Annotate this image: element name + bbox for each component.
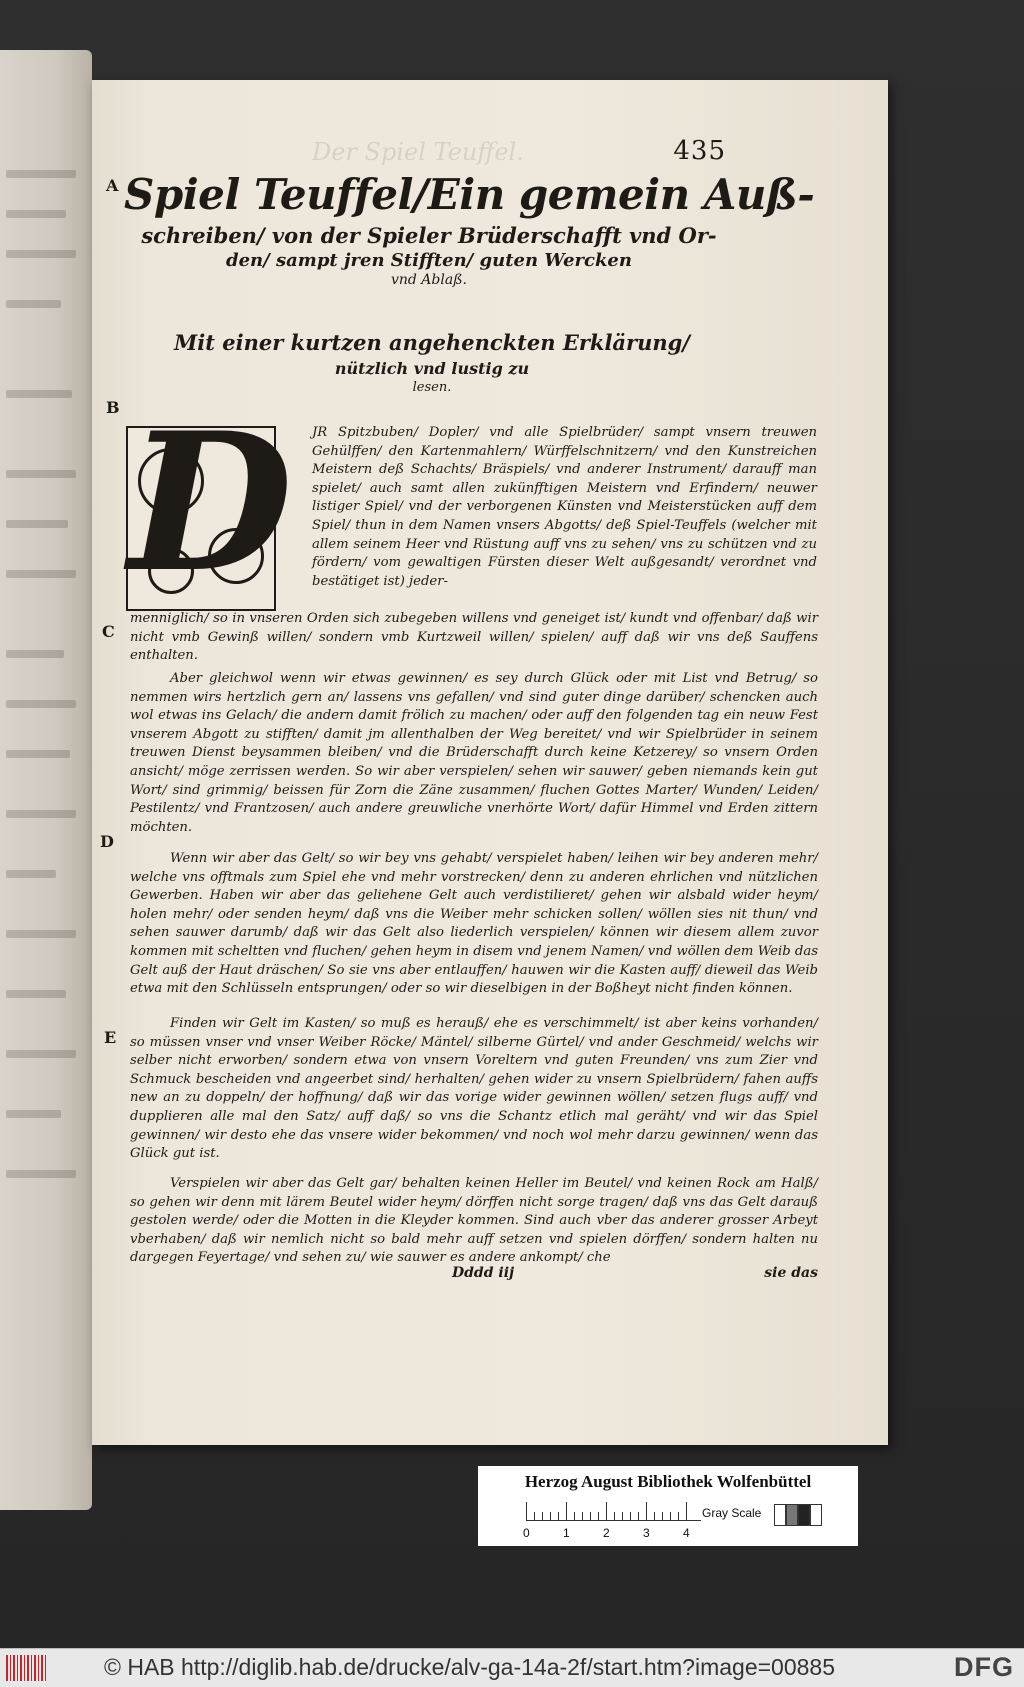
- title-line-1: Spiel Teuffel/Ein gemein Auß-: [124, 170, 815, 219]
- scale-number-1: 1: [563, 1526, 570, 1540]
- dfg-logo: DFG: [954, 1652, 1014, 1682]
- subtitle-line-2: nützlich vnd lustig zu: [334, 359, 530, 379]
- paragraph-3: Wenn wir aber das Gelt/ so wir bey vns gehabt/ verspielet haben/ leihen wir bey anderen mehr/ welche vns offtmals zum Spiel ehe vnd mehr vorstrecken/ denn zu anderen ehrlichen vnd nützlichen Gewerben. Haben wir aber das geliehene Gelt auch verdistilieret/ gehen wir alsbald wider heym/ holen mehr/ oder senden heym/ daß vns die Weiber mehr schicken sollen/ wöllen sies nit thun/ vnd sehen sauwer darumb/ daß wir das Gelt also liederlich verspielen/ können wir diesem allem zuvor kommen mit scheltten vnd fluchen/ gehen heym in disem vnd jenem Namen/ vnd wöllen dem Weib das Gelt auß der Haut dräschen/ So sie vns aber entlauffen/ hauwen wir die Kasten auff/ dieweil das Weib etwa mit den Schlüsseln entsprungen/ oder so wir dieselbigen in der Boßheyt nicht finden können.: [130, 851, 818, 997]
- initial-letter: D: [128, 391, 293, 614]
- gray-swatch-white: [774, 1504, 786, 1526]
- main-title: [124, 170, 815, 289]
- scale-number-0: 0: [523, 1526, 530, 1540]
- facing-page-edge: [0, 50, 92, 1510]
- book-page: [92, 80, 888, 1445]
- gray-swatch-mid: [786, 1504, 798, 1526]
- signature-mark: Dddd iij: [452, 1265, 515, 1281]
- footer-credit-link[interactable]: © HAB http://diglib.hab.de/drucke/alv-ga-14a-2f/start.htm?image=00885: [104, 1654, 836, 1680]
- gray-scale-label: Gray Scale: [702, 1506, 762, 1520]
- page-number: 435: [673, 136, 726, 166]
- catchword: sie das: [764, 1265, 818, 1281]
- library-name: Herzog August Bibliothek Wolfenbüttel: [524, 1472, 812, 1491]
- subtitle: [172, 330, 692, 396]
- gray-swatch-white-2: [810, 1504, 822, 1526]
- subtitle-line-1: Mit einer kurtzen angehenckten Erklärung/: [174, 330, 690, 355]
- paragraph-5: Verspielen wir aber das Gelt gar/ behalten keinen Heller im Beutel/ vnd keinen Rock am Halß/ so gehen wir denn mit lärem Beutel wider heym/ dörffen nicht sorge tragen/ daß vns das Gelt darauß gestolen werde/ oder die Motten in die Kleyder kommen. Sind auch vber das anderer grosser Arbeyt vberhaben/ daß wir nemlich nicht so bald mehr auff setzen vnd spielen dörffen/ sondern halten nu dargegen Feyertage/ vnd sehen zu/ wie sauwer es andere ankompt/ che: [130, 1176, 818, 1266]
- scale-ruler: [526, 1502, 701, 1521]
- margin-letter-d: D: [100, 832, 114, 851]
- title-line-4: vnd Ablaß.: [390, 272, 468, 289]
- margin-letter-c: C: [102, 622, 115, 641]
- scale-number-3: 3: [643, 1526, 650, 1540]
- paragraph-1-continued: menniglich/ so in vnseren Orden sich zubegeben willens vnd geneiget ist/ kundt vnd offenbar/ daß wir nicht vmb Gewinß willen/ sondern vmb Kurtzweil willen/ spielen/ auff daß wir vns deß Sauffens enthalten.: [130, 611, 818, 664]
- footer-bar: [0, 1648, 1024, 1687]
- bleed-through-heading: Der Spiel Teuffel.: [312, 138, 524, 166]
- title-line-2: schreiben/ von der Spieler Brüderschafft vnd Or-: [141, 223, 717, 249]
- gray-swatch-dark: [798, 1504, 810, 1526]
- margin-letter-b: B: [106, 398, 120, 417]
- scale-number-4: 4: [683, 1526, 690, 1540]
- scale-number-2: 2: [603, 1526, 610, 1540]
- decorated-initial: [126, 391, 293, 614]
- subtitle-line-3: lesen.: [412, 380, 452, 396]
- paragraph-1: JR Spitzbuben/ Dopler/ vnd alle Spielbrüder/ sampt vnsern treuwen Gehülffen/ den Kartenmahlern/ Würffelschnitzern/ vnd den Kunstreichen Meistern deß Schachts/ Bräspiels/ vnd anderer Instrument/ darauff man spielet/ auch samt allen zukünfftigen Meistern vnd Erfindern/ neuwer listiger Spiel/ vnd der verborgenen Künsten vnd Meisterstücken auff dem Spiel/ thun in dem Namen vnsers Abgotts/ deß Spiel-Teuffels (welcher mit allem seinem Heer vnd Rüstung auff vns zu sehen/ vns zu schützen vnd zu fördern/ vom gewaltigen Fürsten dieser Welt außgesandt/ verordnet vnd bestätiget ist) jeder-: [312, 425, 817, 589]
- margin-letter-e: E: [104, 1028, 117, 1047]
- margin-letter-a: A: [106, 176, 119, 195]
- library-color-card: [478, 1466, 858, 1546]
- paragraph-2: Aber gleichwol wenn wir etwas gewinnen/ es sey durch Glück oder mit List vnd Betrug/ so nemmen wirs hertzlich gern an/ lassens vns gefallen/ vnd sind guter dinge darüber/ schencken auch wol etwas ins Gelach/ die andern damit frölich zu machen/ oder auff den folgenden tag ein neuw Fest vnserem Abgott zu stifften/ damit jm allenthalben der Weg bereitet/ vnd wir Spielbrüder in seinem treuwen Dienst beysammen bleiben/ vnd die Brüderschafft durch keine Ketzerey/ so vnsern Orden ansicht/ möge zerrissen werden. So wir aber verspielen/ sehen wir sauwer/ geben niemands kein gut Wort/ sind grimmig/ beissen für Zorn die Zäne zusammen/ fluchen Gottes Marter/ Wunden/ Leiden/ Pestilentz/ vnd Frantzosen/ auch andere greuwliche vnerhörte Wort/ dafür Himmel vnd Erden zittern möchten.: [130, 671, 818, 835]
- paragraph-4: Finden wir Gelt im Kasten/ so muß es herauß/ ehe es verschimmelt/ ist aber keins vorhanden/ so müssen vnser vnd vnser Weiber Röcke/ Mäntel/ silberne Gürtel/ vnd ander Geschmeid/ welchs wir selber nicht erworben/ sondern etwa von vnsern Voreltern vnd guten Freunden/ vns zum Zier vnd Schmuck bescheiden vnd angeerbet sind/ herhalten/ gehen wider zu vnsern Spielbrüdern/ fahen auffs new an zu doppeln/ der hoffnung/ daß wir das vorige wider gewinnen wöllen/ setzen flugs auff/ vnd dupplieren alle mal den Satz/ auff daß/ so vns die Schantz etlich mal geräht/ vnd wir das Spiel gewinnen/ wir desto ehe das vnsere wider bekommen/ vnd noch wol mehr darzu gewinnen/ wenn das Glück gut ist.: [130, 1016, 818, 1162]
- title-line-3: den/ sampt jren Stifften/ guten Wercken: [226, 250, 632, 272]
- hab-logo-icon: [6, 1655, 46, 1681]
